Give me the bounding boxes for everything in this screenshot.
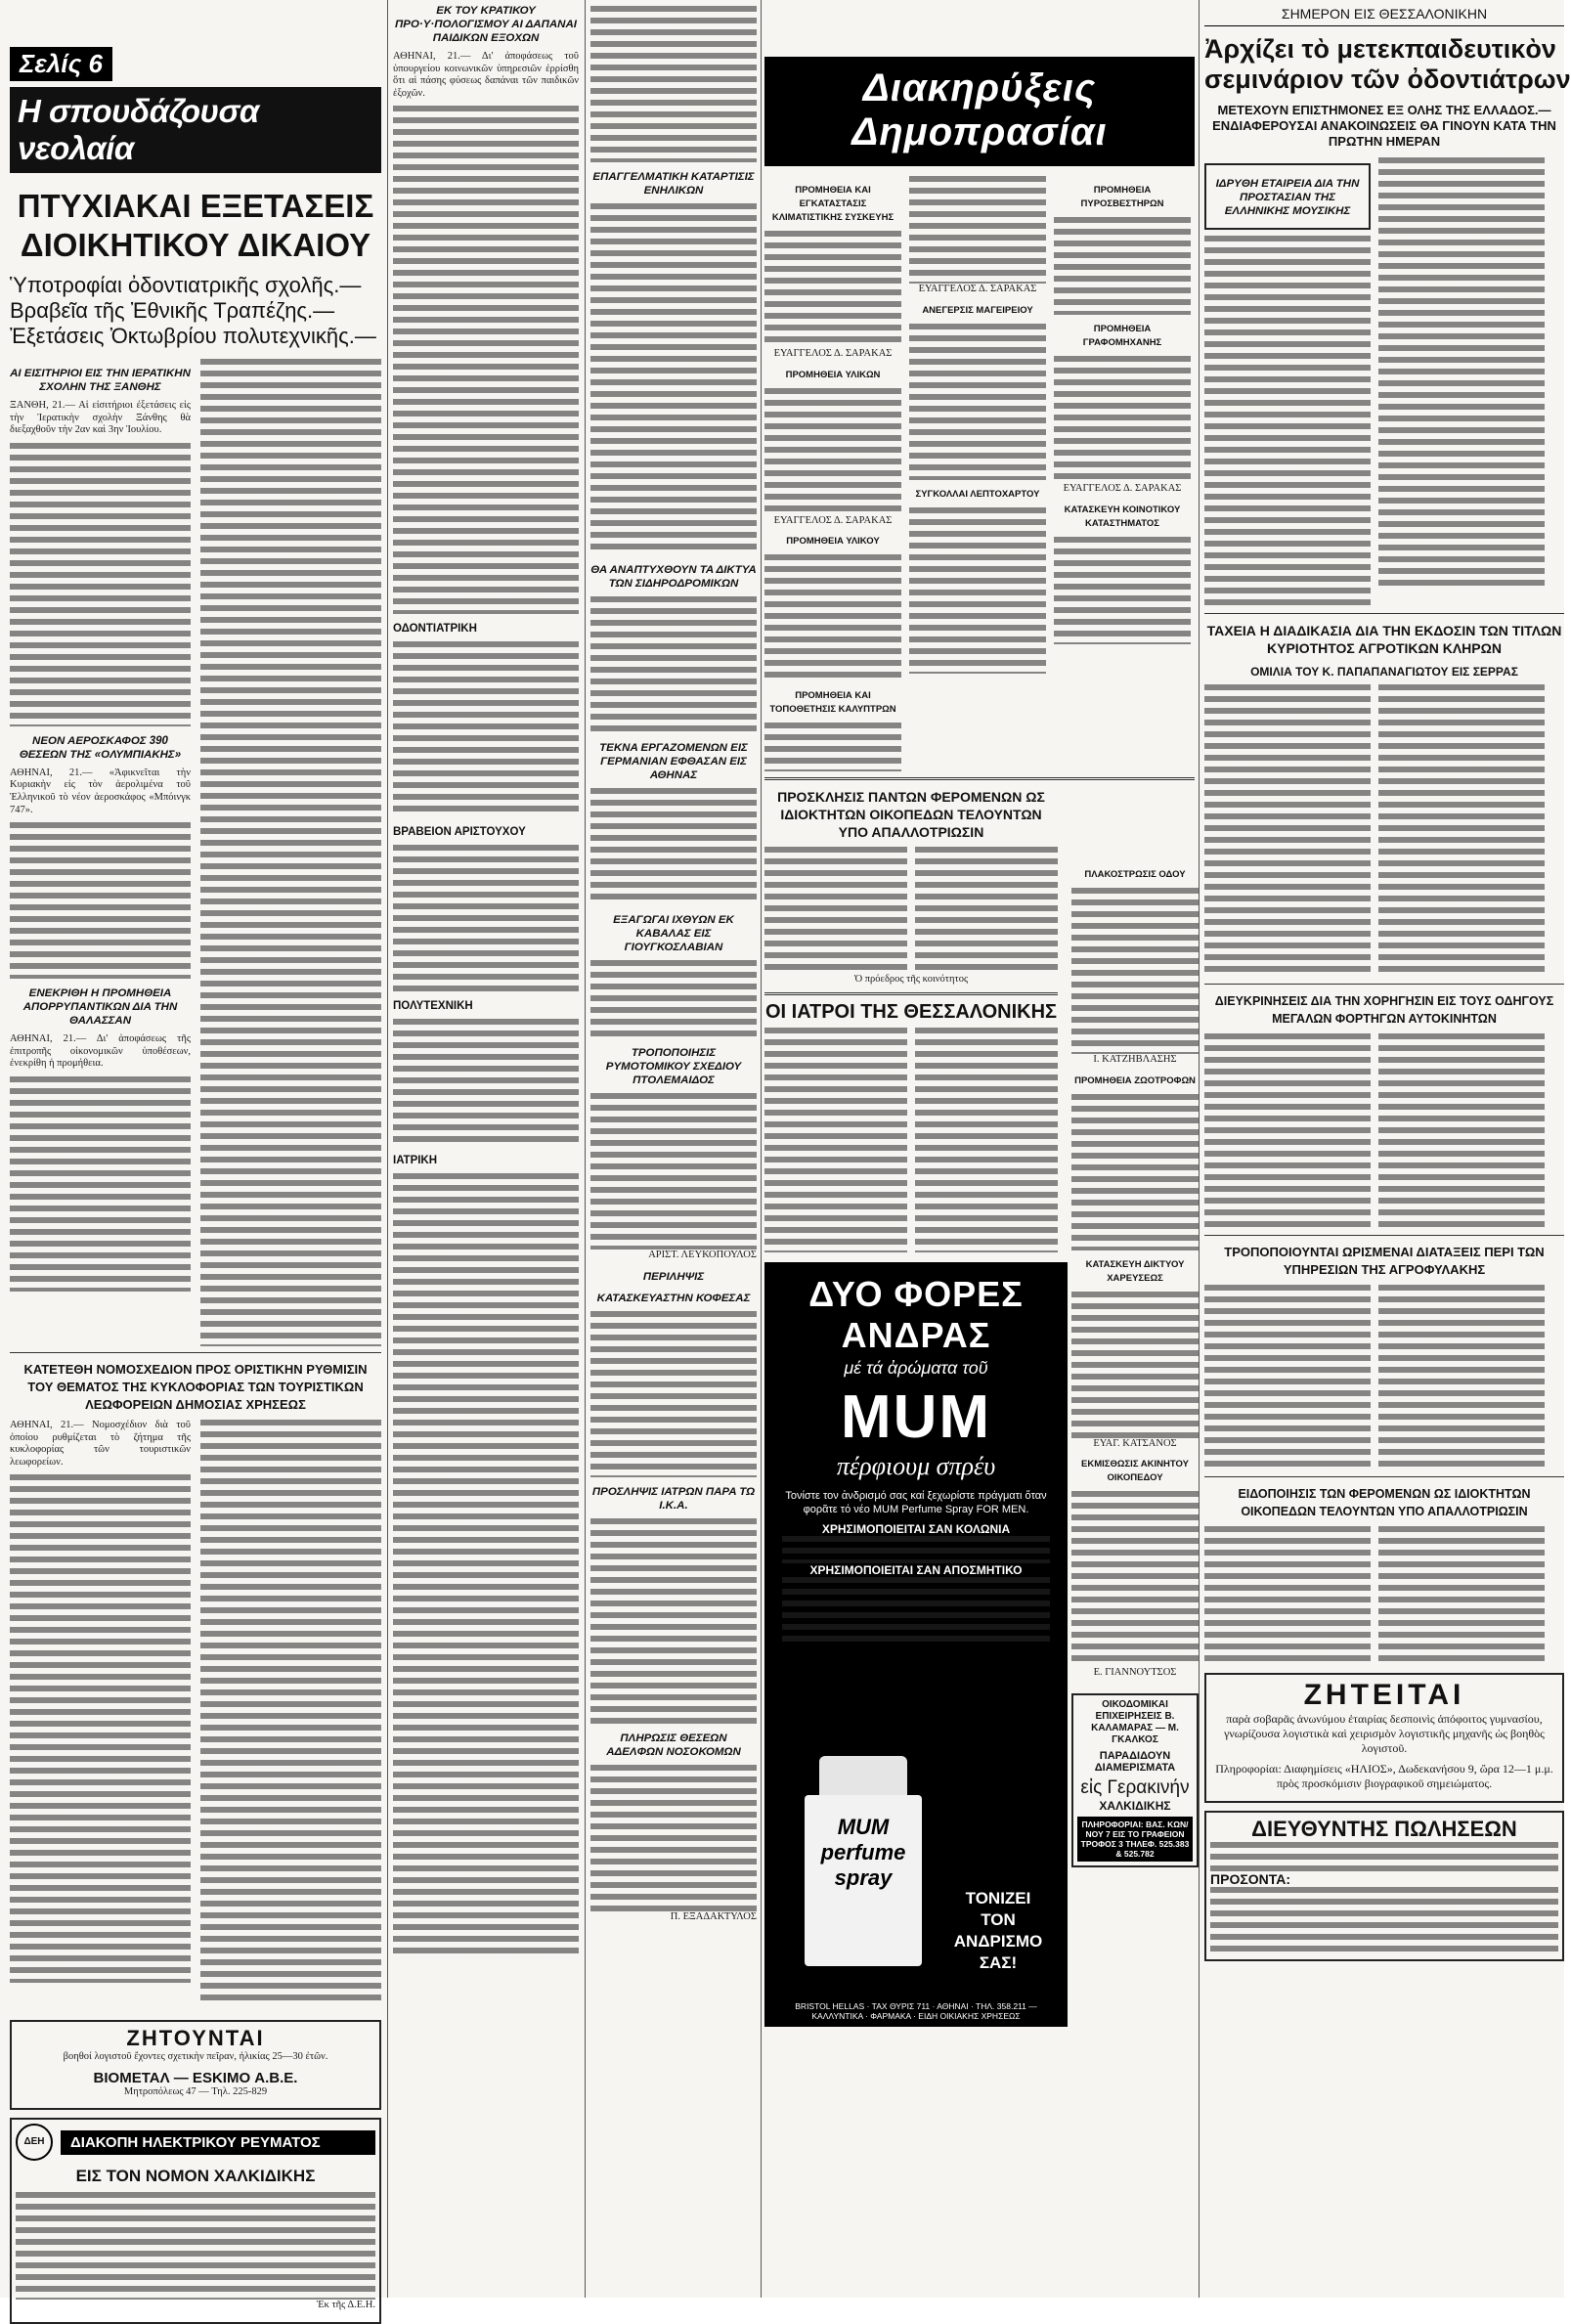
article-lead: ΑΘΗΝΑΙ, 21.— Νομοσχέδιον διὰ τοῦ ὁποίου ρυθμίζεται τὸ ζήτημα τῆς κυκλοφορίας τῶν τουριστικῶν λεωφορείων.: [10, 1420, 191, 1468]
filler-text: [393, 1173, 579, 1955]
ad-right-1: ΤΟΝΙΖΕΙ: [965, 1888, 1031, 1907]
notice-title: ΠΡΟΜΗΘΕΙΑ ΥΛΙΚΩΝ: [785, 369, 881, 380]
power-sign: Ἐκ τῆς Δ.Ε.Η.: [316, 2300, 375, 2311]
notice-title: ΠΡΟΜΗΘΕΙΑ ΚΑΙ ΤΟΠΟΘΕΤΗΣΙΣ ΚΑΛΥΠΤΡΩΝ: [769, 690, 896, 716]
notice-sign: Ι. ΚΑΤΖΗΒΛΑΣΗΣ: [1093, 1054, 1177, 1065]
signature: ΑΡΙΣΤ. ΛΕΥΚΟΠΟΥΛΟΣ: [648, 1250, 757, 1260]
column-rule: [761, 0, 762, 2298]
notice-title: ΣΥΓΚΟΛΛΑΙ ΛΕΠΤΟΧΑΡΤΟΥ: [915, 488, 1040, 500]
right-headline-2: σεμινάριον τῶν ὀδοντιάτρων: [1204, 65, 1571, 94]
zitountai-title: ΖΗΤΕΙΤΑΙ: [1303, 1679, 1465, 1711]
column-rule: [387, 0, 388, 2298]
notice-big-body: [764, 847, 1058, 974]
filler-text: [764, 1028, 907, 1252]
estate-place: εἰς Γερακινήν: [1080, 1776, 1190, 1798]
filler-text: [1071, 1491, 1199, 1667]
power-header: [16, 2124, 375, 2161]
section-heading: ΙΑΤΡΙΚΗ: [393, 1155, 438, 1167]
filler-text: [909, 176, 1046, 284]
article-title: ΕΙΔΟΠΟΙΗΣΙΣ ΤΩΝ ΦΕΡΟΜΕΝΩΝ ΩΣ ΙΔΙΟΚΤΗΤΩΝ ΟΙΚΟΠΕΔΩΝ ΤΕΛΟΥΝΤΩΝ ΥΠΟ ΑΠΑΛΛΟΤΡΙΩΣΙΝ: [1238, 1487, 1531, 1518]
filler-text: [764, 1577, 1068, 1645]
section-heading: ΠΕΡΙΛΗΨΙΣ: [642, 1270, 705, 1283]
divider: [1204, 1476, 1564, 1477]
article-title: ΕΞΑΓΩΓΑΙ ΙΧΘΥΩΝ ΕΚ ΚΑΒΑΛΑΣ ΕΙΣ ΓΙΟΥΓΚΟΣΛΑΒΙΑΝ: [613, 914, 734, 953]
auctions-banner: Διακηρύξεις Δημοπρασίαι: [764, 57, 1195, 166]
filler-text: [590, 203, 757, 555]
column-left: [10, 0, 381, 2311]
ad-tagline-1: ΧΡΗΣΙΜΟΠΟΙΕΙΤΑΙ ΣΑΝ ΚΟΛΩΝΙΑ: [821, 1521, 1011, 1536]
mum-advertisement: [764, 1262, 1068, 2027]
col1-split: [10, 359, 381, 1346]
filler-text: [764, 847, 907, 974]
ad-zitountai-small: [10, 2020, 381, 2110]
dei-logo-icon: ΔΕΗ: [16, 2124, 53, 2161]
filler-text: [393, 106, 579, 614]
notice-title: ΚΑΤΑΣΚΕΥΗ ΔΙΚΤΥΟΥ ΧΑΡΕΥΣΕΩΣ: [1085, 1258, 1185, 1284]
spray-can-image: [790, 1756, 937, 1971]
filler-text: [590, 1093, 757, 1250]
notices-col-b: [909, 176, 1046, 771]
power-cut-notice: [10, 2118, 381, 2324]
doctors-title: ΟΙ ΙΑΤΡΟΙ ΤΗΣ ΘΕΣΣΑΛΟΝΙΚΗΣ: [764, 1000, 1058, 1023]
article-title: ΔΙΕΥΚΡΙΝΗΣΕΙΣ ΔΙΑ ΤΗΝ ΧΟΡΗΓΗΣΙΝ ΕΙΣ ΤΟΥΣ ΟΔΗΓΟΥΣ ΜΕΓΑΛΩΝ ΦΟΡΤΗΓΩΝ ΑΥΤΟΚΙΝΗΤΩΝ: [1214, 994, 1554, 1026]
notice-title: ΠΡΟΜΗΘΕΙΑ ΥΛΙΚΟΥ: [786, 536, 880, 548]
ad-line1: ΔΥΟ ΦΟΡΕΣ: [808, 1273, 1024, 1314]
notice-split: [1204, 1526, 1564, 1663]
article-lead: ΞΑΝΘΗ, 21.— Αἱ εἰσιτήριοι ἐξετάσεις εἰς τὴν Ἱερατικὴν σχολὴν Ξάνθης θὰ διεξαχθοῦν τὴν 2αν καὶ 3ην Ἰουλίου.: [10, 400, 191, 436]
ad-right-3: ΑΝΔΡΙΣΜΟ ΣΑΣ!: [953, 1931, 1043, 1972]
signature: Π. ΕΞΑΔΑΚΤΥΛΟΣ: [670, 1910, 757, 1922]
estate-advertisement: [1071, 1693, 1199, 1867]
filler-text: [393, 641, 579, 817]
filler-text: [10, 1076, 191, 1292]
filler-text: [915, 1028, 1058, 1252]
col1-b: [200, 359, 381, 1346]
filler-text: [16, 2192, 375, 2300]
estate-place2: ΧΑΛΚΙΔΙΚΗΣ: [1099, 1798, 1171, 1813]
article-title: ΠΡΟΣΛΗΨΙΣ ΙΑΤΡΩΝ ΠΑΡΑ ΤΩ Ι.Κ.Α.: [591, 1485, 756, 1512]
notice-title: ΠΛΑΚΟΣΤΡΩΣΙΣ ΟΔΟΥ: [1084, 869, 1186, 880]
article-title: ΚΑΤΕΤΕΘΗ ΝΟΜΟΣΧΕΔΙΟΝ ΠΡΟΣ ΟΡΙΣΤΙΚΗΝ ΡΥΘΜΙΣΙΝ ΤΟΥ ΘΕΜΑΤΟΣ ΤΗΣ ΚΥΚΛΟΦΟΡΙΑΣ ΤΩΝ ΤΟΥΡΙΣΤΙΚΩΝ ΛΕΩΦΟΡΕΙΩΝ ΔΗΜΟΣΙΑΣ ΧΡΗΣΕΩΣ: [23, 1362, 368, 1412]
box-title: ΙΔΡΥΘΗ ΕΤΑΙΡΕΙΑ ΔΙΑ ΤΗΝ ΠΡΟΣΤΑΣΙΑΝ ΤΗΣ ΕΛΛΗΝΙΚΗΣ ΜΟΥΣΙΚΗΣ: [1215, 178, 1360, 217]
divider: [1204, 613, 1564, 614]
column-2: [393, 0, 579, 2298]
col1-bottom-a: [10, 1420, 191, 2006]
ad-tagline-2: ΧΡΗΣΙΜΟΠΟΙΕΙΤΑΙ ΣΑΝ ΑΠΟΣΜΗΤΙΚΟ: [809, 1562, 1023, 1577]
filler-text: [590, 1311, 757, 1477]
ad-line3: μέ τά ἀρώματα τοῦ: [844, 1357, 988, 1378]
filler-text: [590, 6, 757, 162]
main-headline: ΠΤΥΧΙΑΚΑΙ ΕΞΕΤΑΣΕΙΣ ΔΙΟΙΚΗΤΙΚΟΥ ΔΙΚΑΙΟΥ: [17, 188, 374, 263]
filler-text: [909, 507, 1046, 674]
filler-text: [200, 359, 381, 1346]
estate-contact: ΠΛΗΡΟΦΟΡΙΑΙ: ΒΑΣ. ΚΩΝ/ΝΟΥ 7 ΕΙΣ ΤΟ ΓΡΑΦΕΙΟΝ ΤΡΟΦΟΣ 3 ΤΗΛΕΦ. 525.383 & 525.782: [1077, 1817, 1193, 1862]
filler-text: [393, 845, 579, 991]
article-title: ΕΠΑΓΓΕΛΜΑΤΙΚΗ ΚΑΤΑΡΤΙΣΙΣ ΕΝΗΛΙΚΩΝ: [592, 171, 755, 197]
notices-col-a: [764, 176, 901, 771]
notice-title: ΚΑΤΑΣΚΕΥΗ ΚΟΙΝΟΤΙΚΟΥ ΚΑΤΑΣΤΗΜΑΤΟΣ: [1064, 504, 1181, 529]
filler-text: [1378, 157, 1545, 588]
filler-text: [764, 388, 901, 515]
page-label: Σελίς 6: [10, 47, 112, 81]
ad-body: Τονίστε τον ἀνδρισμό σας καί ξεχωρίστε πράγματι ὅταν φορᾶτε τό νέο MUM Perfume Spray FOR MEN.: [785, 1489, 1047, 1515]
guard-split: [1204, 1285, 1564, 1470]
filler-text: [590, 596, 757, 733]
filler-text: [590, 960, 757, 1038]
filler-text: [1071, 1292, 1199, 1438]
article-lead: ΑΘΗΝΑΙ, 21.— «Ἀφικνεῖται τὴν Κυριακὴν εἰς τὸν ἀερολιμένα τοῦ Ἑλληνικοῦ τὸ νέον ἀεροσκάφος «Μπόινγκ 747».: [10, 767, 191, 815]
filler-text: [393, 1019, 579, 1146]
ad-address: Μητροπόλεως 47 — Τηλ. 225-829: [123, 2085, 268, 2097]
clar-split: [1204, 1033, 1564, 1229]
notice-sign: ΕΥΑΓΓΕΛΟΣ Δ. ΣΑΡΑΚΑΣ: [1063, 483, 1182, 494]
col1-a: [10, 359, 191, 1346]
estate-title: ΟΙΚΟΔΟΜΙΚΑΙ ΕΠΙΧΕΙΡΗΣΕΙΣ Β. ΚΑΛΑΜΑΡΑΣ — Μ. ΓΚΑΛΚΟΣ: [1091, 1698, 1179, 1745]
right-headline-1: Ἀρχίζει τὸ μετεκπαιδευτικὸν: [1204, 34, 1556, 64]
section-heading: ΒΡΑΒΕΙΟΝ ΑΡΙΣΤΟΥΧΟΥ: [393, 826, 526, 839]
music-box: [1204, 163, 1371, 230]
article-title: ΝΕΟΝ ΑΕΡΟΣΚΑΦΟΣ 390 ΘΕΣΕΩΝ ΤΗΣ «ΟΛΥΜΠΙΑΚΗΣ»: [19, 734, 182, 761]
notice-sign: ΕΥΑΓΓΕΛΟΣ Δ. ΣΑΡΑΚΑΣ: [773, 514, 893, 526]
filler-text: [10, 443, 191, 726]
column-rule: [585, 0, 586, 2298]
notice-big-title: ΠΡΟΣΚΛΗΣΙΣ ΠΑΝΤΩΝ ΦΕΡΟΜΕΝΩΝ ΩΣ ΙΔΙΟΚΤΗΤΩΝ ΟΙΚΟΠΕΔΩΝ ΤΕΛΟΥΝΤΩΝ ΥΠΟ ΑΠΑΛΛΟΤΡΙΩΣΙΝ: [777, 789, 1045, 841]
filler-text: [1204, 684, 1371, 978]
ad-title: ΖΗΤΟΥΝΤΑΙ: [126, 2026, 265, 2050]
spray-can-cap: [819, 1756, 907, 1795]
filler-text: [1071, 888, 1199, 1054]
section-heading: ΠΟΛΥΤΕΧΝΙΚΗ: [393, 1000, 473, 1013]
ad-footer: BRISTOL HELLAS · ΤΑΧ ΘΥΡΙΣ 711 · ΑΘΗΝΑΙ · ΤΗΛ. 358.211 — ΚΑΛΛΥΝΤΙΚΑ · ΦΑΡΜΑΚΑ · ΕΙΔΗ ΟΙΚΙΑΚΗΣ ΧΡΗΣΕΩΣ: [795, 2000, 1037, 2021]
filler-text: [1204, 236, 1371, 607]
estate-mid: ΠΑΡΑΔΙΔΟΥΝ ΔΙΑΜΕΡΙΣΜΑΤΑ: [1094, 1749, 1176, 1774]
col1-bottom: [10, 1420, 381, 2006]
article-lead: ΑΘΗΝΑΙ, 21.— Δι' ἀποφάσεως τῆς ἐπιτροπῆς οἰκονομικῶν ὑποθέσεων, ἐνεκρίθη ἡ προμήθεια.: [10, 1033, 191, 1070]
zitountai-ad: [1204, 1673, 1564, 1803]
column-rule: [1199, 0, 1200, 2298]
filler-text: [1204, 1526, 1371, 1663]
land-split: [1204, 684, 1564, 978]
right-b: [1378, 157, 1545, 607]
filler-text: [1204, 1033, 1371, 1229]
article-title: ΤΑΧΕΙΑ Η ΔΙΑΔΙΚΑΣΙΑ ΔΙΑ ΤΗΝ ΕΚΔΟΣΙΝ ΤΩΝ ΤΙΤΛΩΝ ΚΥΡΙΟΤΗΤΟΣ ΑΓΡΟΤΙΚΩΝ ΚΛΗΡΩΝ: [1206, 623, 1562, 656]
article-title: ΕΚ ΤΟΥ ΚΡΑΤΙΚΟΥ ΠΡΟ·Υ·ΠΟΛΟΓΙΣΜΟΥ ΑΙ ΔΑΠΑΝΑΙ ΠΑΙΔΙΚΩΝ ΕΞΟΧΩΝ: [395, 5, 577, 44]
article-lead: ΑΘΗΝΑΙ, 21.— Δι' ἀποφάσεως τοῦ ὑπουργείου κοινωνικῶν ὑπηρεσιῶν ἐρρίσθη ὅτι αἱ πάσης φύσεως δαπάναι τῶν παιδικῶν ἐξοχῶν.: [393, 51, 579, 99]
article-title: ΑΙ ΕΙΣΙΤΗΡΙΟΙ ΕΙΣ ΤΗΝ ΙΕΡΑΤΙΚΗΝ ΣΧΟΛΗΝ ΤΗΣ ΞΑΝΘΗΣ: [10, 368, 191, 393]
notice-sign: ΕΥΑΓ. ΚΑΤΣΑΝΟΣ: [1093, 1437, 1177, 1449]
filler-text: [1071, 1094, 1199, 1250]
sales-sub: ΠΡΟΣΟΝΤΑ:: [1210, 1871, 1291, 1887]
right-subhead: ΜΕΤΕΧΟΥΝ ΕΠΙΣΤΗΜΟΝΕΣ ΕΞ ΟΛΗΣ ΤΗΣ ΕΛΛΑΔΟΣ.—ΕΝΔΙΑΦΕΡΟΥΣΑΙ ΑΝΑΚΟΙΝΩΣΕΙΣ ΘΑ ΓΙΝΟΥΝ ΚΑΤΑ ΤΗΝ ΠΡΩΤΗΝ ΗΜΕΡΑΝ: [1212, 103, 1556, 149]
ad-line2: ΑΝΔΡΑΣ: [841, 1314, 991, 1355]
article-title: ΕΝΕΚΡΙΘΗ Η ΠΡΟΜΗΘΕΙΑ ΑΠΟΡΡΥΠΑΝΤΙΚΩΝ ΔΙΑ ΤΗΝ ΘΑΛΑΣΣΑΝ: [22, 987, 178, 1028]
ad-right-2: ΤΟΝ: [981, 1909, 1016, 1929]
filler-text: [10, 822, 191, 979]
column-3: [590, 0, 757, 2298]
filler-text: [590, 1518, 757, 1724]
main-subhead: Ὑποτροφίαι ὀδοντιατρικῆς σχολῆς.— Βραβεῖα τῆς Ἐθνικῆς Τραπέζης.— Ἐξετάσεις Ὀκτωβρίου πολυτεχνικῆς.—: [10, 273, 376, 348]
notice-sign: Ὁ πρόεδρος τῆς κοινότητος: [853, 974, 969, 986]
filler-text: [200, 1420, 381, 2006]
filler-text: [1378, 1285, 1545, 1470]
ad-product: πέρφιουμ σπρέυ: [836, 1451, 996, 1480]
filler-text: [1210, 1842, 1558, 1871]
filler-text: [1378, 684, 1545, 978]
notice-sign: Ε. ΓΙΑΝΝΟΥΤΣΟΣ: [1093, 1667, 1177, 1679]
section-banner: Η σπουδάζουσα νεολαία: [10, 87, 381, 173]
ad-body: βοηθοί λογιστοῦ ἔχοντες σχετικὴν πεῖραν, ἡλικίας 25—30 ἐτῶν.: [63, 2051, 328, 2062]
filler-text: [1210, 1887, 1558, 1955]
notice-title: ΠΡΟΜΗΘΕΙΑ ΚΑΙ ΕΓΚΑΤΑΣΤΑΣΙΣ ΚΛΙΜΑΤΙΣΤΙΚΗΣ ΣΥΣΚΕΥΗΣ: [771, 185, 895, 223]
article-title: ΘΑ ΑΝΑΠΤΥΧΘΟΥΝ ΤΑ ΔΙΚΤΥΑ ΤΩΝ ΣΙΔΗΡΟΔΡΟΜΙΚΩΝ: [590, 564, 757, 590]
notices-right: [1071, 0, 1199, 2298]
filler-text: [915, 847, 1058, 974]
filler-text: [909, 324, 1046, 480]
article-title: ΠΛΗΡΩΣΙΣ ΘΕΣΕΩΝ ΑΔΕΛΦΩΝ ΝΟΣΟΚΟΜΩΝ: [606, 1732, 741, 1758]
divider: [764, 992, 1058, 995]
filler-text: [1378, 1526, 1545, 1663]
col1-bottom-b: [200, 1420, 381, 2006]
filler-text: [10, 1474, 191, 1983]
filler-text: [590, 1765, 757, 1911]
section-heading: ΟΔΟΝΤΙΑΤΡΙΚΗ: [393, 623, 477, 636]
filler-text: [764, 554, 901, 681]
article-title: ΤΕΚΝΑ ΕΡΓΑΖΟΜΕΝΩΝ ΕΙΣ ΓΕΡΜΑΝΙΑΝ ΕΦΘΑΣΑΝ ΕΙΣ ΑΘΗΝΑΣ: [599, 742, 748, 781]
spacer: [1071, 0, 1199, 860]
article-title: ΤΡΟΠΟΠΟΙΗΣΙΣ ΡΥΜΟΤΟΜΙΚΟΥ ΣΧΕΔΙΟΥ ΠΤΟΛΕΜΑΙΔΟΣ: [605, 1047, 742, 1086]
article-title: ΚΑΤΑΣΚΕΥΑΣΤΗΝ ΚΟΦΕΣΑΣ: [596, 1292, 751, 1304]
filler-text: [1204, 1285, 1371, 1470]
notice-title: ΠΡΟΜΗΘΕΙΑ ΓΡΑΦΟΜΗΧΑΝΗΣ: [1082, 324, 1162, 348]
ad-brand: MUM: [840, 1382, 992, 1451]
sales-director-ad: [1204, 1811, 1564, 1961]
filler-text: [764, 1536, 1068, 1563]
zitountai-body: παρὰ σοβαρᾶς ἀνωνύμου ἐταιρίας δεσποινὶς ἀπόφοιτος γυμνασίου, γνωρίζουσα λογιστικὰ καὶ χειρισμὸν λογιστικῆς μηχανῆς ὡς βοηθὸς λογιστοῦ.: [1224, 1712, 1545, 1755]
filler-text: [1378, 1033, 1545, 1229]
divider: [1204, 984, 1564, 985]
divider: [1204, 1235, 1564, 1236]
notice-title: ΑΝΕΓΕΡΣΙΣ ΜΑΓΕΙΡΕΙΟΥ: [922, 304, 1033, 316]
notice-title: ΕΚΜΙΣΘΩΣΙΣ ΑΚΙΝΗΤΟΥ ΟΙΚΟΠΕΔΟΥ: [1081, 1459, 1189, 1484]
doctors-grid: [764, 1028, 1058, 1252]
spray-can-body: MUM perfume spray: [805, 1795, 922, 1966]
notice-sign: ΕΥΑΓΓΕΛΟΣ Δ. ΣΑΡΑΚΑΣ: [918, 284, 1037, 294]
notice-title: ΠΡΟΜΗΘΕΙΑ ΖΩΟΤΡΟΦΩΝ: [1074, 1074, 1196, 1086]
right-split: [1204, 157, 1564, 607]
notice-sign: ΕΥΑΓΓΕΛΟΣ Δ. ΣΑΡΑΚΑΣ: [773, 348, 893, 359]
article-subtitle: ΟΜΙΛΙΑ ΤΟΥ Κ. ΠΑΠΑΠΑΝΑΓΙΩΤΟΥ ΕΙΣ ΣΕΡΡΑΣ: [1250, 665, 1518, 679]
ad-right-text: [944, 1888, 1052, 1974]
sales-title: ΔΙΕΥΘΥΝΤΗΣ ΠΩΛΗΣΕΩΝ: [1251, 1817, 1517, 1841]
filler-text: [764, 723, 901, 771]
power-title: ΔΙΑΚΟΠΗ ΗΛΕΚΤΡΙΚΟΥ ΡΕΥΜΑΤΟΣ: [61, 2130, 375, 2155]
today-thessaloniki: ΣΗΜΕΡΟΝ ΕΙΣ ΘΕΣΣΑΛΟΝΙΚΗΝ: [1204, 6, 1564, 26]
filler-text: [590, 788, 757, 905]
power-subtitle: ΕΙΣ ΤΟΝ ΝΟΜΟΝ ΧΑΛΚΙΔΙΚΗΣ: [75, 2167, 316, 2186]
zitountai-contact: Πληροφορίαι: Διαφημίσεις «ΗΛΙΟΣ», Δωδεκανήσου 9, ὥρα 12—1 μ.μ. πρὸς προσκόμισιν βιογραφικοῦ σημειώματος.: [1215, 1762, 1553, 1790]
divider: [10, 1352, 381, 1353]
right-a: [1204, 157, 1371, 607]
notice-title: ΠΡΟΜΗΘΕΙΑ ΠΥΡΟΣΒΕΣΤΗΡΩΝ: [1080, 185, 1164, 209]
column-right: [1204, 0, 1571, 2298]
filler-text: [764, 231, 901, 348]
ad-company: ΒΙΟΜΕΤΑΛ — ESKIMO Α.Β.Ε.: [93, 2069, 298, 2086]
article-title: ΤΡΟΠΟΠΟΙΟΥΝΤΑΙ ΩΡΙΣΜΕΝΑΙ ΔΙΑΤΑΞΕΙΣ ΠΕΡΙ ΤΩΝ ΥΠΗΡΕΣΙΩΝ ΤΗΣ ΑΓΡΟΦΥΛΑΚΗΣ: [1224, 1245, 1545, 1277]
